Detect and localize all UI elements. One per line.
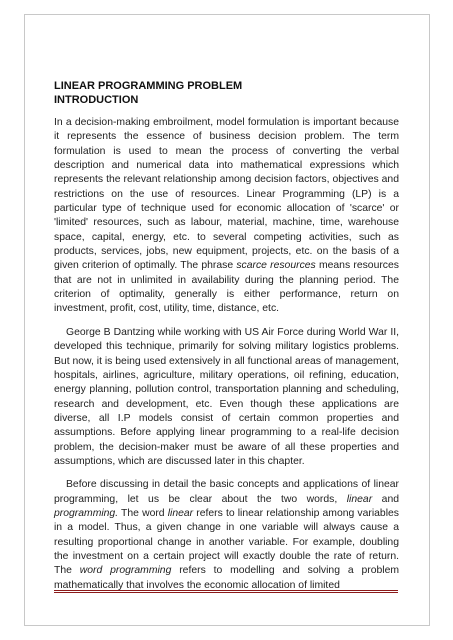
document-title: LINEAR PROGRAMMING PROBLEM — [54, 80, 243, 92]
paragraph-3-text-4: refers to linear relationship among variables in a model. Thus, a given change in one variable will always cause a resulting proportional change in another variable. For example, doubling the investment on a certain project will exactly double the rate of return. The — [54, 507, 399, 577]
paragraph-3 — [54, 478, 399, 593]
footer-rule — [54, 590, 398, 593]
paragraph-3-text-2: and — [372, 493, 399, 505]
paragraph-3-emphasis-2: programming. — [54, 507, 119, 519]
paragraph-2: George B Dantzing while working with US Air Force during World War II, developed this technique, primarily for solving military logistics problems. But now, it is being used extensively in all functional areas of management, hospitals, airlines, agriculture, military operations, oil refining, education, energy planning, pollution control, transportation planning and scheduling, research and development, etc. Even though these applications are diverse, all I.P models consist of certain common properties and assumptions. Before applying linear programming to a real-life decision problem, the decision-maker must be aware of all these properties and assumptions, which are discussed later in this chapter. — [54, 326, 399, 467]
paragraph-3-emphasis-1: linear — [346, 493, 373, 505]
section-heading: INTRODUCTION — [54, 94, 139, 106]
paragraph-3-text-1: Before discussing in detail the basic concepts and applications of linear programming, let us be clear about the two words, — [54, 479, 399, 505]
paragraph-3-emphasis-4: word programming — [79, 565, 172, 577]
document-body — [54, 79, 399, 593]
paragraph-3-text-5: refers to modelling and solving a problem mathematically that involves the economic allocation of limited — [54, 565, 399, 591]
paragraph-3-text-3: The word — [118, 507, 168, 519]
paragraph-1-text-b: means resources that are not in unlimited in availability during the planning period. The criterion of optimality, generally is either performance, return on investment, profit, cost, utility, time, distance, etc. — [54, 260, 399, 315]
paragraph-1-text-a: In a decision-making embroilment, model formulation is important because it represents the essence of business decision problem. The term formulation is used to mean the process of converting the verbal description and numerical data into mathematical expressions which represents the relevant relationship among decision factors, objectives and restrictions on the use of resources. Linear Programming (LP) is a particular type of technique used for economic allocation of 'scarce' or 'limited' resources, such as labour, material, machine, time, warehouse space, capital, energy, etc. to several competing activities, such as products, services, jobs, new equipment, projects, etc. on the basis of a given criterion of optimally. The phrase — [54, 117, 399, 272]
paragraph-1-emphasis: scarce resources — [236, 260, 316, 272]
paragraph-3-emphasis-3: linear — [167, 507, 194, 519]
paragraph-1 — [54, 116, 399, 317]
